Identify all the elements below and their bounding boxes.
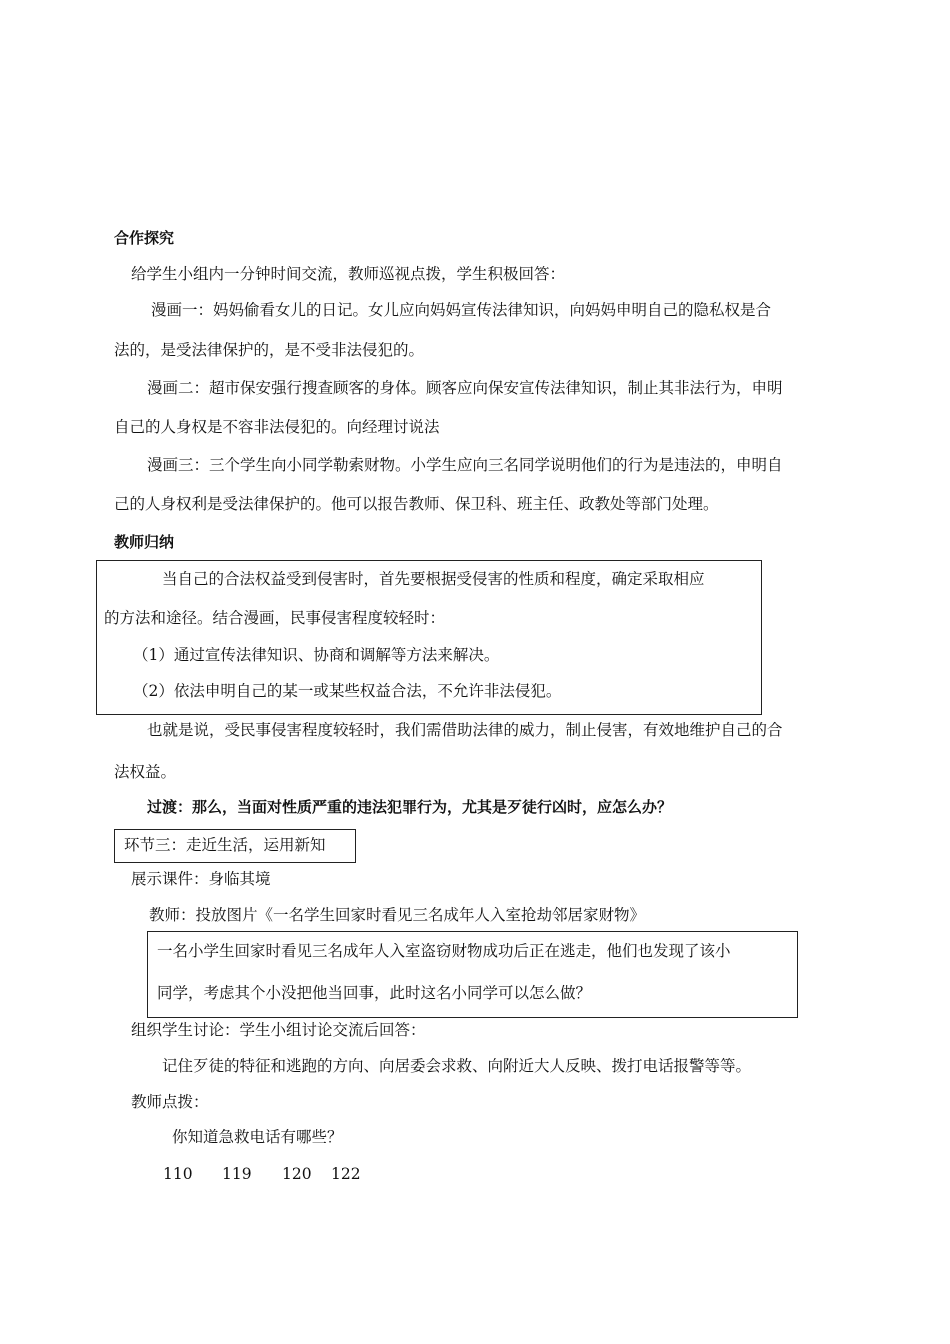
summary-box-line1: 当自己的合法权益受到侵害时，首先要根据受侵害的性质和程度，确定采取相应 [162, 570, 705, 588]
comic2-line1: 漫画二：超市保安强行搜查顾客的身体。顾客应向保安宣传法律知识，制止其非法行为，申明 [147, 379, 783, 397]
heading-cooperative-inquiry: 合作探究 [114, 229, 175, 247]
intro-text: 给学生小组内一分钟时间交流，教师巡视点拨，学生积极回答： [131, 265, 566, 283]
emergency-number: 119 [222, 1165, 252, 1183]
courseware-text: 展示课件：身临其境 [131, 870, 271, 888]
summary-item-2: （2）依法申明自己的某一或某些权益合法，不允许非法侵犯。 [133, 682, 562, 700]
emergency-number: 120 [282, 1165, 312, 1183]
emergency-number: 122 [331, 1165, 361, 1183]
summary-item-1: （1）通过宣传法律知识、协商和调解等方法来解决。 [133, 646, 500, 664]
hint-label: 教师点拨： [131, 1093, 209, 1111]
emergency-number: 110 [163, 1165, 193, 1183]
after-box-line2: 法权益。 [114, 763, 177, 781]
comic3-line1: 漫画三：三个学生向小同学勒索财物。小学生应向三名同学说明他们的行为是违法的，申明自 [147, 456, 783, 474]
stage-label: 环节三：走近生活，运用新知 [124, 836, 326, 854]
teacher-line: 教师：投放图片《一名学生回家时看见三名成年人入室抢劫邻居家财物》 [149, 906, 646, 924]
comic1-line2: 法的，是受法律保护的，是不受非法侵犯的。 [114, 341, 425, 359]
discussion-text: 组织学生讨论：学生小组讨论交流后回答： [131, 1021, 426, 1039]
comic3-line2: 己的人身权利是受法律保护的。他可以报告教师、保卫科、班主任、政教处等部门处理。 [114, 495, 719, 513]
answer-text: 记住歹徒的特征和逃跑的方向、向居委会求救、向附近大人反映、拨打电话报警等等。 [162, 1057, 752, 1075]
question-text: 你知道急救电话有哪些？ [172, 1128, 343, 1146]
comic2-line2: 自己的人身权是不容非法侵犯的。向经理讨说法 [114, 418, 440, 436]
scenario-line2: 同学，考虑其个小没把他当回事，此时这名小同学可以怎么做？ [157, 984, 592, 1002]
scenario-line1: 一名小学生回家时看见三名成年人入室盗窃财物成功后正在逃走，他们也发现了该小 [157, 942, 731, 960]
summary-box-line2: 的方法和途径。结合漫画，民事侵害程度较轻时： [104, 609, 446, 627]
comic1-line1: 漫画一：妈妈偷看女儿的日记。女儿应向妈妈宣传法律知识，向妈妈申明自己的隐私权是合 [151, 301, 772, 319]
after-box-line1: 也就是说，受民事侵害程度较轻时，我们需借助法律的威力，制止侵害，有效地维护自己的合 [147, 721, 783, 739]
transition-text: 过渡：那么，当面对性质严重的违法犯罪行为，尤其是歹徒行凶时，应怎么办？ [147, 798, 673, 816]
heading-teacher-summary: 教师归纳 [114, 533, 175, 551]
